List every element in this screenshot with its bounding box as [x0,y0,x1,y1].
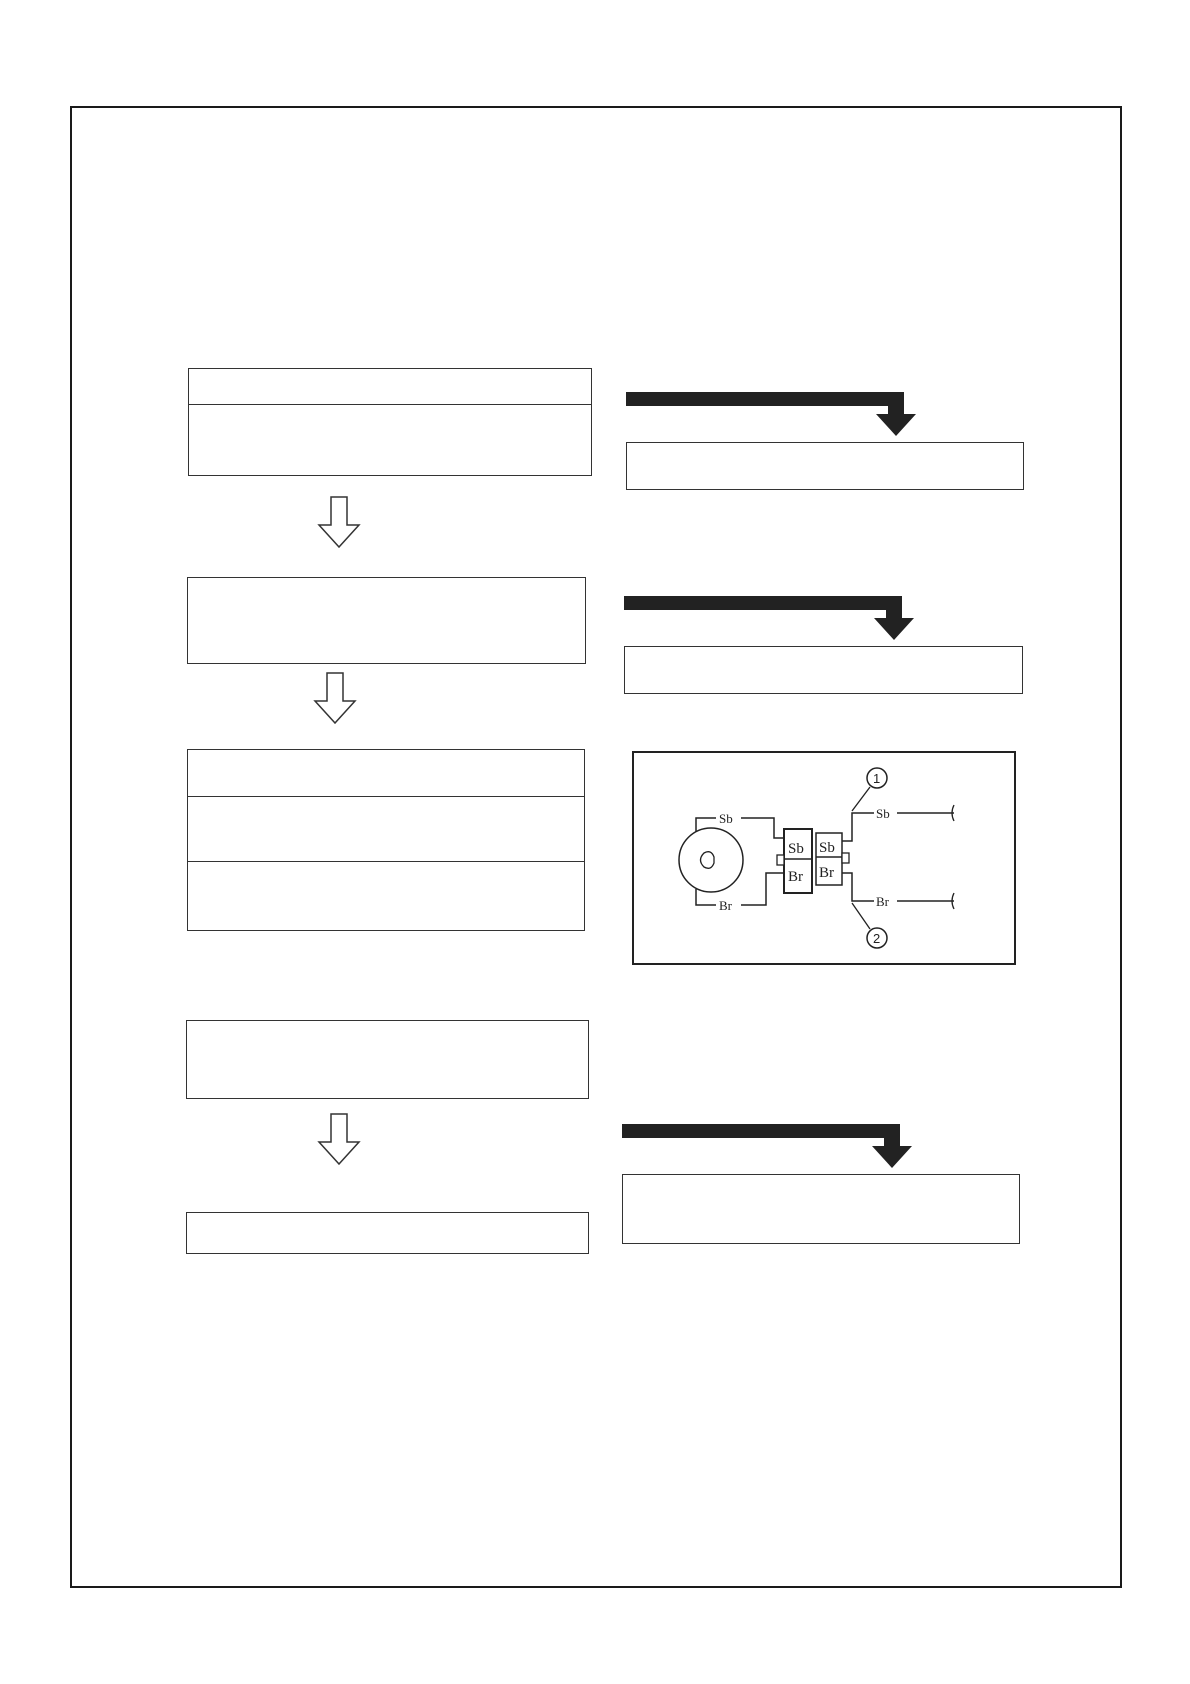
result-box-1 [626,442,1024,490]
connector-b-top-label: Sb [819,840,835,856]
callout-2-label: 2 [873,931,881,946]
step-box-5 [186,1212,589,1254]
down-arrow-icon [318,1113,360,1165]
down-arrow-icon [314,672,356,724]
wiring-illustration [632,751,1016,965]
wire-label-br-right: Br [876,894,889,909]
result-box-3 [622,1174,1020,1244]
wire-label-sb-left: Sb [719,811,733,826]
bent-arrow-icon [622,1122,924,1170]
step-box-2 [187,577,586,664]
step-box-3-header [188,750,584,797]
step-box-3 [187,749,585,931]
step-box-4 [186,1020,589,1099]
step-box-3-row-3 [188,862,584,930]
step-box-1-body [189,405,591,475]
bent-arrow-icon [624,594,926,642]
down-arrow-icon [318,496,360,548]
result-box-2 [624,646,1023,694]
connector-a-top-label: Sb [788,841,804,857]
wire-label-sb-right: Sb [876,806,890,821]
wire-label-br-left: Br [719,898,732,913]
step-box-3-row-2 [188,797,584,862]
bulb-icon [679,828,743,892]
step-box-1-header [189,369,591,405]
bulb-filament [701,852,715,869]
bent-arrow-icon [626,390,928,438]
connector-a-bottom-label: Br [788,869,803,885]
wiring-diagram [634,753,1018,967]
callout-1-label: 1 [873,771,881,786]
connector-b-bottom-label: Br [819,865,834,881]
step-box-1 [188,368,592,476]
